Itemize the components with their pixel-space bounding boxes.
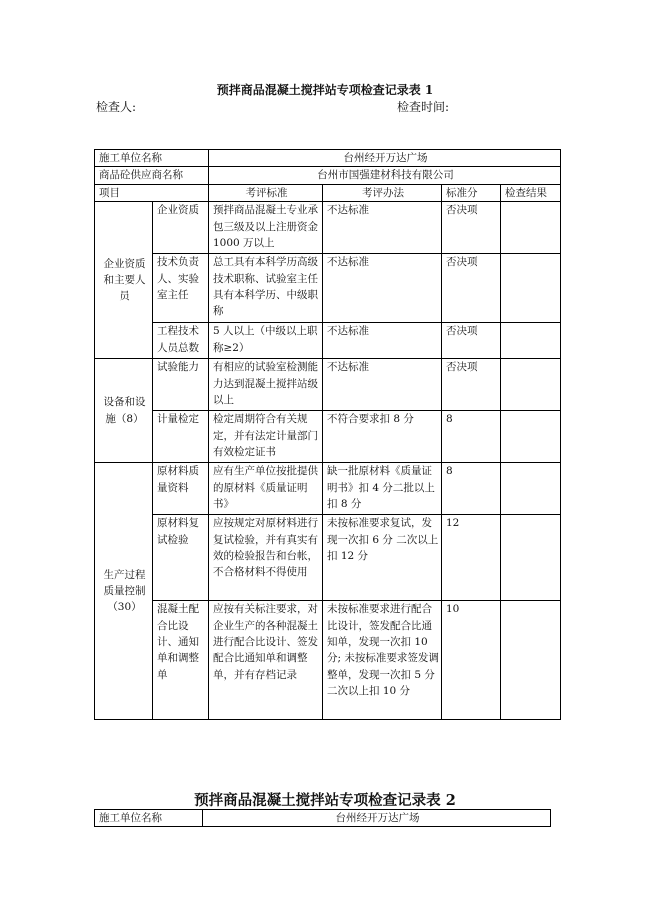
method-cell: 未按标准要求复试，发现一次扣 6 分 二次以上扣 12 分 [323, 515, 442, 601]
result-cell [501, 323, 561, 359]
result-cell [501, 359, 561, 411]
method-cell: 不达标准 [323, 254, 442, 323]
result-cell [501, 254, 561, 323]
score-cell: 12 [442, 515, 501, 601]
standard-cell: 预拌商品混凝土专业承包三级及以上注册资金 1000 万以上 [209, 202, 323, 254]
result-cell [501, 515, 561, 601]
method-cell: 不达标准 [323, 202, 442, 254]
inspection-table-1 [94, 149, 561, 720]
sub-item: 企业资质 [153, 202, 209, 254]
method-cell: 缺一批原材料《质量证明书》扣 4 分二批以上扣 8 分 [323, 463, 442, 515]
result-cell [501, 202, 561, 254]
sub-item: 技术负责人、实验室主任 [153, 254, 209, 323]
construction-unit-label: 施工单位名称 [95, 150, 209, 167]
method-cell: 不达标准 [323, 323, 442, 359]
method-cell: 未按标准要求进行配合比设计，签发配合比通知单，发现一次扣 10 分; 未按标准要求签发调整单，发现一次扣 5 分 二次以上扣 10 分 [323, 601, 442, 720]
column-header-score: 标准分 [442, 184, 501, 201]
score-cell: 8 [442, 463, 501, 515]
result-cell [501, 601, 561, 720]
standard-cell: 有相应的试验室检测能力达到混凝土搅拌站级以上 [209, 359, 323, 411]
method-cell: 不达标准 [323, 359, 442, 411]
form-title-1: 预拌商品混凝土搅拌站专项检查记录表 1 [216, 83, 434, 97]
column-header-method: 考评办法 [323, 184, 442, 201]
construction-unit-label: 施工单位名称 [95, 810, 203, 827]
standard-cell: 总工具有本科学历高级技术职称、试验室主任具有本科学历、中级职称 [209, 254, 323, 323]
column-header-item: 项目 [95, 184, 209, 201]
standard-cell: 应有生产单位按批提供的原材料《质量证明书》 [209, 463, 323, 515]
score-cell: 否决项 [442, 359, 501, 411]
inspection-time-label: 检查时间: [397, 100, 450, 114]
sub-item: 原材料复试检验 [153, 515, 209, 601]
result-cell [501, 463, 561, 515]
sub-item: 混凝土配合比设计、通知单和调整单 [153, 601, 209, 720]
sub-item: 工程技术人员总数 [153, 323, 209, 359]
standard-cell: 应按有关标注要求，对企业生产的各种混凝土进行配合比设计、签发配合比通知单和调整单，并有存档记录 [209, 601, 323, 720]
column-header-result: 检查结果 [501, 184, 561, 201]
score-cell: 10 [442, 601, 501, 720]
supplier-value: 台州市国强建材科技有限公司 [209, 167, 561, 184]
construction-unit-value: 台州经开万达广场 [209, 150, 561, 167]
construction-unit-value: 台州经开万达广场 [203, 810, 551, 827]
score-cell: 否决项 [442, 254, 501, 323]
score-cell: 8 [442, 411, 501, 463]
sub-item: 试验能力 [153, 359, 209, 411]
sub-item: 计量检定 [153, 411, 209, 463]
score-cell: 否决项 [442, 323, 501, 359]
score-cell: 否决项 [442, 202, 501, 254]
group-name: 企业资质和主要人员 [95, 202, 153, 359]
sub-item: 原材料质量资料 [153, 463, 209, 515]
standard-cell: 检定周期符合有关规定，并有法定计量部门有效检定证书 [209, 411, 323, 463]
column-header-standard: 考评标准 [209, 184, 323, 201]
result-cell [501, 411, 561, 463]
supplier-label: 商品砼供应商名称 [95, 167, 209, 184]
inspector-label: 检查人: [96, 100, 137, 114]
group-name: 生产过程质量控制（30） [95, 463, 153, 720]
standard-cell: 5 人以上（中级以上职称≥2） [209, 323, 323, 359]
standard-cell: 应按规定对原材料进行复试检验，并有真实有效的检验报告和台帐，不合格材料不得使用 [209, 515, 323, 601]
method-cell: 不符合要求扣 8 分 [323, 411, 442, 463]
group-name: 设备和设施（8） [95, 359, 153, 463]
form-title-2: 预拌商品混凝土搅拌站专项检查记录表 2 [194, 792, 456, 809]
inspection-table-2 [94, 809, 551, 827]
